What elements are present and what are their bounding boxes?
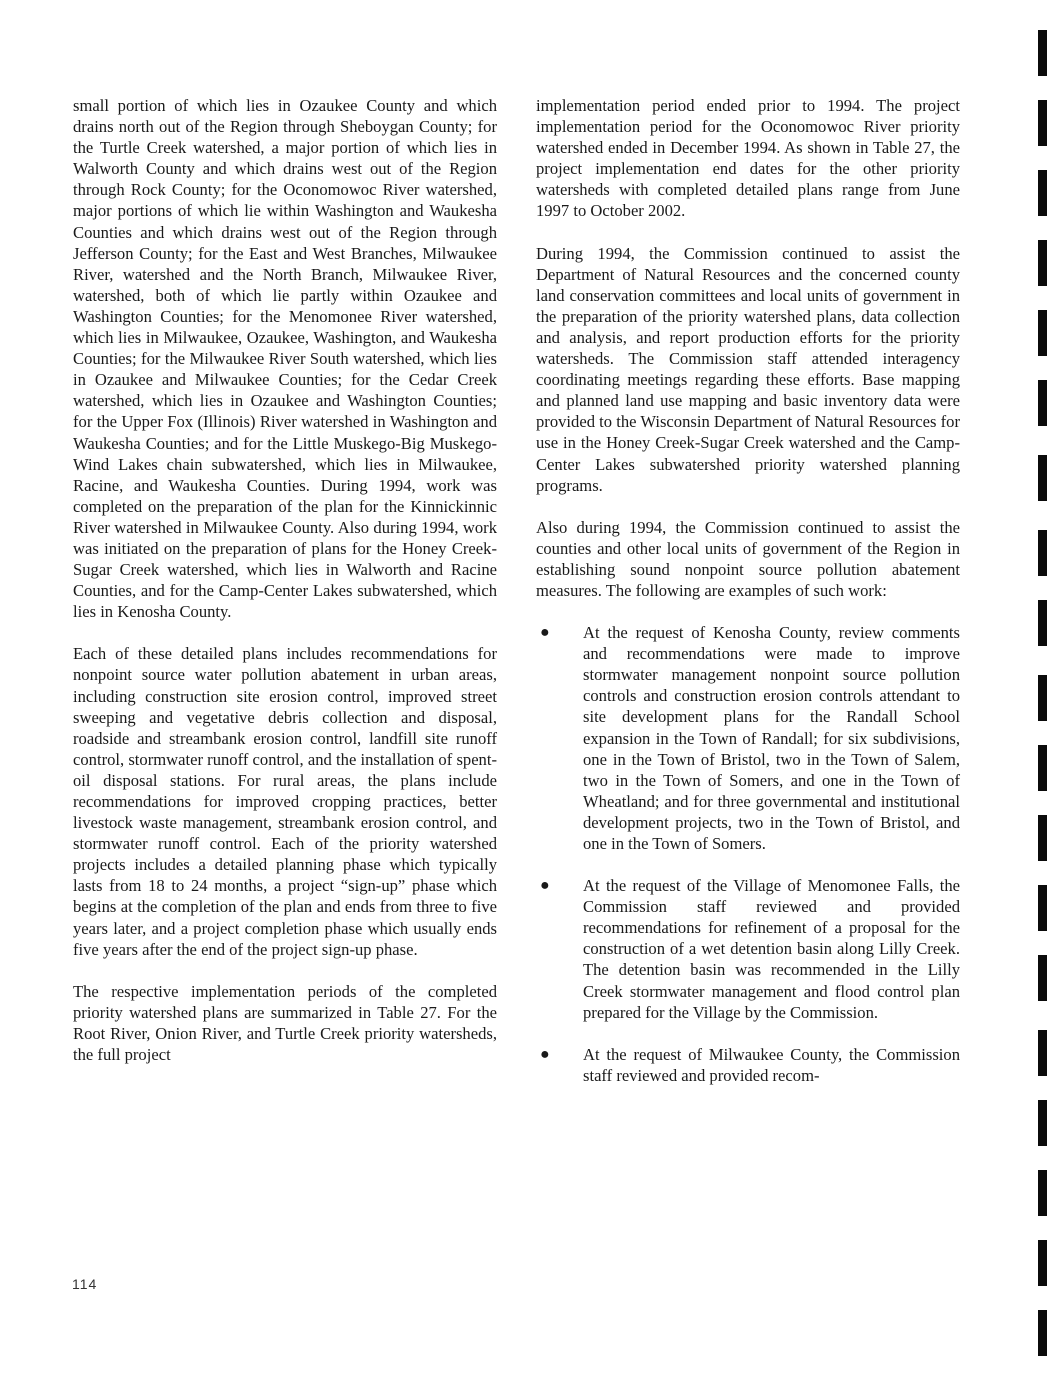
bullet-icon: ● bbox=[540, 624, 550, 642]
list-item bbox=[536, 875, 960, 1023]
list-item-text: At the request of Kenosha County, review comments and recommendations were made to improve stormwater management nonpoint source pollution controls and construction erosion controls attendant to site development plans for the Randall School expansion in the Town of Randall; for six subdivisions, one in the Town of Bristol, two in the Town of Salem, two in the Town of Somers, and one in the Town of Wheatland; and for three governmental and institutional development projects, two in the Town of Bristol, and one in the Town of Somers. bbox=[583, 623, 960, 853]
list-item bbox=[536, 1044, 960, 1086]
page-number: 114 bbox=[72, 1276, 98, 1292]
body-paragraph: During 1994, the Commission continued to assist the Department of Natural Resources and the concerned county land conservation committees and local units of government in the preparation of the priority watershed plans, data collection and analysis, and report production efforts for the priority watersheds. The Commission staff attended interagency coordinating meetings regarding these efforts. Base mapping and planned land use mapping and basic inventory data were provided to the Wisconsin Department of Natural Resources for use in the Honey Creek-Sugar Creek watershed and the Camp-Center Lakes subwatershed priority watershed planning programs. bbox=[536, 243, 960, 495]
body-paragraph: Also during 1994, the Commission continued to assist the counties and other local units of government of the Region in establishing sound nonpoint source pollution abatement measures. The following are examples of such work: bbox=[536, 517, 960, 600]
body-paragraph: implementation period ended prior to 1994. The project implementation period for the Oconomowoc River priority watershed ended in December 1994. As shown in Table 27, the project implementation end dates for the other priority watersheds with completed detailed plans range from June 1997 to October 2002. bbox=[536, 96, 960, 221]
list-item-text: At the request of the Village of Menomonee Falls, the Commission staff reviewed and provided recommendations for refinement of a proposal for the construction of a wet detention basin along Lilly Creek. The detention basin was recommended in the Lilly Creek stormwater management and flood control plan prepared for the Village by the Commission. bbox=[583, 876, 960, 1022]
edge-mark bbox=[1038, 240, 1047, 286]
edge-mark bbox=[1038, 455, 1047, 501]
edge-mark bbox=[1038, 1030, 1047, 1076]
example-list bbox=[536, 622, 960, 1086]
edge-mark bbox=[1038, 310, 1047, 356]
bullet-icon: ● bbox=[540, 877, 550, 895]
bullet-icon: ● bbox=[540, 1045, 550, 1063]
edge-mark bbox=[1038, 600, 1047, 646]
body-paragraph: small portion of which lies in Ozaukee County and which drains north out of the Region through Sheboygan County; for the Turtle Creek watershed, a major portion of which lies in Walworth County and which drains west out of the Region through Rock County; for the Oconomowoc River watershed, major portions of which lie within Washington and Waukesha Counties and which drains west out of the Region through Jefferson County; for the East and West Branches, Milwaukee River, watershed and the North Branch, Milwaukee River, watershed, both of which lie partly within Ozaukee and Washington Counties; for the Menomonee River watershed, which lies in Milwaukee, Ozaukee, Washington, and Waukesha Counties; for the Milwaukee River South watershed, which lies in Ozaukee and Milwaukee Counties; for the Cedar Creek watershed, which lies in Ozaukee and Washington Counties; for the Upper Fox (Illinois) River watershed in Washington and Waukesha Counties; and for the Little Muskego-Big Muskego-Wind Lakes chain subwatershed, which lies in Milwaukee, Racine, and Waukesha Counties. During 1994, work was completed on the preparation of the plan for the Kinnickinnic River watershed in Milwaukee County. Also during 1994, work was initiated on the preparation of plans for the Honey Creek-Sugar Creek watershed, which lies in Walworth and Racine Counties, and for the Camp-Center Lakes subwatershed, which lies in Kenosha County. bbox=[73, 96, 497, 622]
edge-mark bbox=[1038, 815, 1047, 861]
list-item-text: At the request of Milwaukee County, the Commission staff reviewed and provided recom- bbox=[583, 1044, 960, 1085]
edge-mark bbox=[1038, 745, 1047, 791]
edge-mark bbox=[1038, 1310, 1047, 1356]
edge-mark bbox=[1038, 380, 1047, 426]
edge-mark bbox=[1038, 30, 1047, 76]
edge-mark bbox=[1038, 1170, 1047, 1216]
edge-mark bbox=[1038, 1100, 1047, 1146]
scan-edge-marks bbox=[1016, 0, 1056, 1380]
body-paragraph: The respective implementation periods of the completed priority watershed plans are summarized in Table 27. For the Root River, Onion River, and Turtle Creek priority watersheds, the full project bbox=[73, 981, 497, 1065]
edge-mark bbox=[1038, 100, 1047, 146]
edge-mark bbox=[1038, 1240, 1047, 1286]
edge-mark bbox=[1038, 675, 1047, 721]
edge-mark bbox=[1038, 955, 1047, 1001]
list-item bbox=[536, 622, 960, 854]
edge-mark bbox=[1038, 530, 1047, 576]
left-column bbox=[73, 95, 497, 1086]
body-paragraph: Each of these detailed plans includes recommendations for nonpoint source water pollution abatement in urban areas, including construction site erosion control, improved street sweeping and vegetative debris collection and disposal, roadside and streambank erosion control, landfill site runoff control, stormwater runoff control, and the installation of spent-oil disposal stations. For rural areas, the plans include recommendations for improved cropping practices, better livestock waste management, streambank erosion control, and stormwater runoff control. Each of the priority watershed projects includes a detailed planning phase which typically lasts from 18 to 24 months, a project “sign-up” phase which begins at the completion of the plan and ends from three to five years later, and a project completion phase which usually ends five years after the end of the project sign-up phase. bbox=[73, 644, 497, 959]
edge-mark bbox=[1038, 885, 1047, 931]
right-column bbox=[536, 95, 960, 1107]
edge-mark bbox=[1038, 170, 1047, 216]
